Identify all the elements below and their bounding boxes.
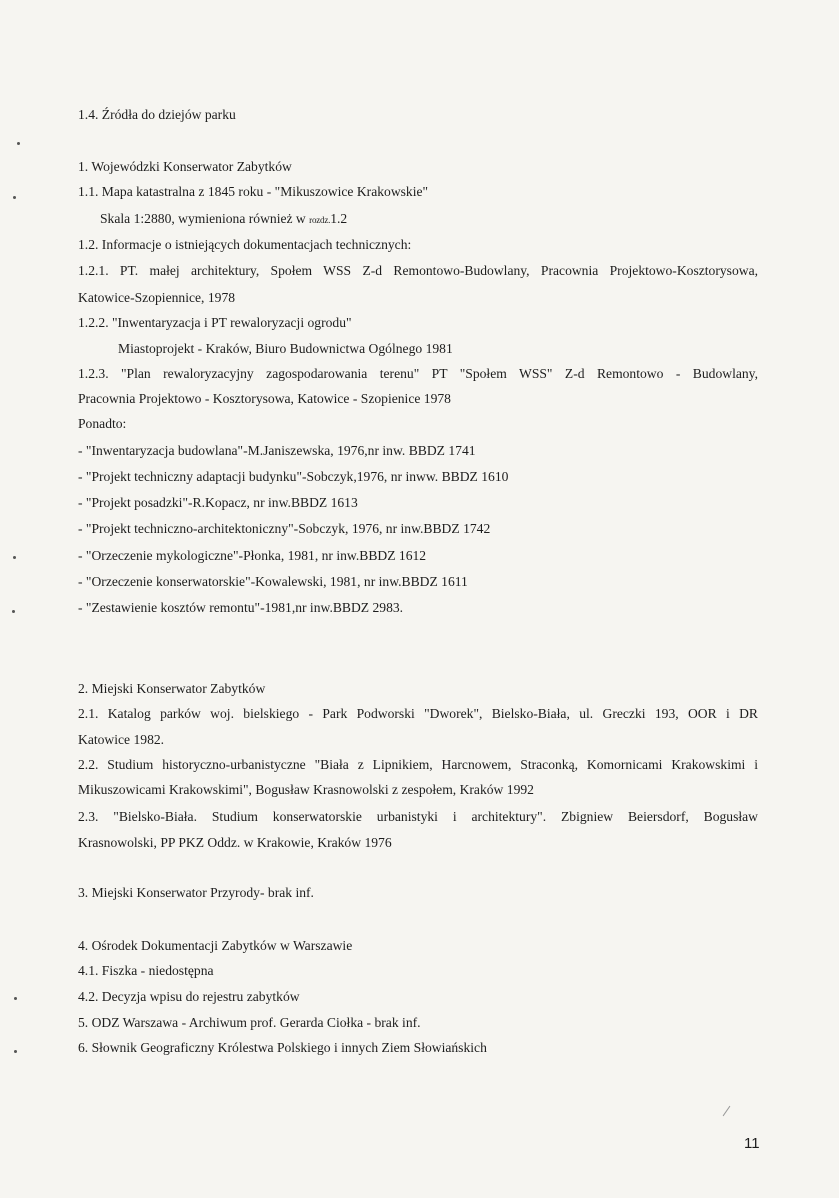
source-2-title: 2. Miejski Konserwator Zabytków <box>78 681 266 696</box>
pencil-mark <box>723 1106 731 1116</box>
list-item: - "Projekt techniczny adaptacji budynku"-Sobczyk,1976, nr inww. BBDZ 1610 <box>78 469 509 484</box>
list-item: - "Projekt posadzki"-R.Kopacz, nr inw.BBDZ 1613 <box>78 495 358 510</box>
scan-speck <box>13 556 16 559</box>
scan-speck <box>14 997 17 1000</box>
item-4-1: 4.1. Fiszka - niedostępna <box>78 963 214 978</box>
item-2-1-line2: Katowice 1982. <box>78 732 165 747</box>
item-4-2: 4.2. Decyzja wpisu do rejestru zabytków <box>78 989 300 1004</box>
source-6-title: 6. Słownik Geograficzny Królestwa Polskiego i innych Ziem Słowiańskich <box>78 1040 487 1055</box>
scan-speck <box>17 142 20 145</box>
scale-text: Skala 1:2880, wymieniona również w <box>100 211 310 226</box>
item-2-1-line1: 2.1. Katalog parków woj. bielskiego - Park Podworski "Dworek", Bielsko-Biała, ul. Greczki 193, OOR i DR <box>78 706 758 721</box>
item-1-1-scale <box>100 210 780 229</box>
item-2-3-line1: 2.3. "Bielsko-Biała. Studium konserwatorskie urbanistyki i architektury". Zbigniew Beiersdorf, Bogusław <box>78 809 758 824</box>
source-4-title: 4. Ośrodek Dokumentacji Zabytków w Warszawie <box>78 938 353 953</box>
item-1-2-3-line2: Pracownia Projektowo - Kosztorysowa, Katowice - Szopienice 1978 <box>78 391 451 406</box>
source-1-title: 1. Wojewódzki Konserwator Zabytków <box>78 159 292 174</box>
scan-speck <box>12 610 15 613</box>
list-item: - "Projekt techniczno-architektoniczny"-Sobczyk, 1976, nr inw.BBDZ 1742 <box>78 521 491 536</box>
item-2-2-line2: Mikuszowicami Krakowskimi", Bogusław Krasnowolski z zespołem, Kraków 1992 <box>78 782 534 797</box>
scan-speck <box>13 196 16 199</box>
list-item: - "Orzeczenie konserwatorskie"-Kowalewski, 1981, nr inw.BBDZ 1611 <box>78 574 468 589</box>
item-1-1: 1.1. Mapa katastralna z 1845 roku - "Mikuszowice Krakowskie" <box>78 184 429 199</box>
item-1-2-2-line2: Miastoprojekt - Kraków, Biuro Budownictwa Ogólnego 1981 <box>118 341 453 356</box>
chapter-number: 1.2 <box>330 211 348 226</box>
item-1-2: 1.2. Informacje o istniejących dokumentacjach technicznych: <box>78 237 412 252</box>
section-heading: 1.4. Źródła do dziejów parku <box>78 107 236 122</box>
scan-speck <box>14 1050 17 1053</box>
item-2-3-line2: Krasnowolski, PP PKZ Oddz. w Krakowie, Kraków 1976 <box>78 835 392 850</box>
list-item: - "Inwentaryzacja budowlana"-M.Janiszewska, 1976,nr inw. BBDZ 1741 <box>78 443 476 458</box>
item-1-2-1-line2: Katowice-Szopiennice, 1978 <box>78 290 236 305</box>
chapter-abbrev: rozdz. <box>309 215 331 225</box>
item-1-2-1-line1: 1.2.1. PT. małej architektury, Społem WSS Z-d Remontowo-Budowlany, Pracownia Projektowo-Kosztorysowa, <box>78 263 758 278</box>
item-1-2-2-line1: 1.2.2. "Inwentaryzacja i PT rewaloryzacji ogrodu" <box>78 315 352 330</box>
item-1-2-3-line1: 1.2.3. "Plan rewaloryzacyjny zagospodarowania terenu" PT "Społem WSS" Z-d Remontowo - Budowlany, <box>78 366 758 381</box>
item-2-2-line1: 2.2. Studium historyczno-urbanistyczne "Biała z Lipnikiem, Harcnowem, Straconką, Komornicami Krakowskimi i <box>78 757 758 772</box>
list-item: - "Orzeczenie mykologiczne"-Płonka, 1981, nr inw.BBDZ 1612 <box>78 548 427 563</box>
list-item: - "Zestawienie kosztów remontu"-1981,nr inw.BBDZ 2983. <box>78 600 404 615</box>
ponadto-label: Ponadto: <box>78 416 127 431</box>
source-5-title: 5. ODZ Warszawa - Archiwum prof. Gerarda Ciołka - brak inf. <box>78 1015 421 1030</box>
page-number: 11 <box>744 1135 760 1152</box>
source-3-title: 3. Miejski Konserwator Przyrody- brak inf. <box>78 885 314 900</box>
